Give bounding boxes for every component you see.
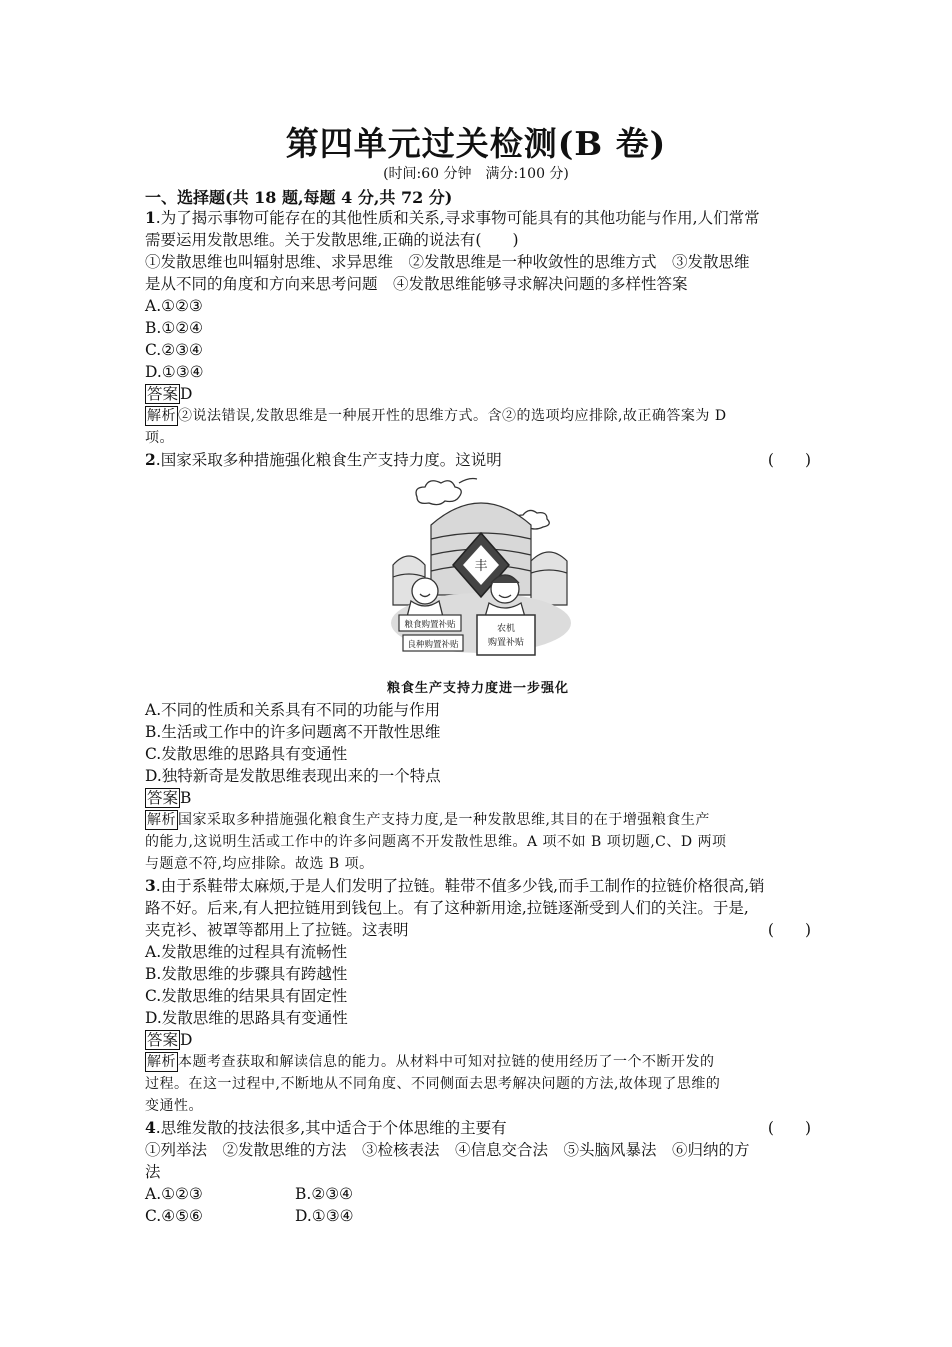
question-number: 3 [145,876,156,895]
question-stem-line: ①列举法 ②发散思维的方法 ③检核表法 ④信息交合法 ⑤头脑风暴法 ⑥归纳的方 [145,1141,750,1159]
question-stem-line: 2.国家采取多种措施强化粮食生产支持力度。这说明 ( ) [145,450,811,469]
analysis-tag: 解析 [147,812,176,828]
analysis-line: 的能力,这说明生活或工作中的许多问题离不开发散性思维。A 项不如 B 项切题,C、D 两项 [145,834,727,850]
answer-value: D [180,1031,193,1049]
option-d: D.①③④ [145,363,204,381]
cartoon-figure [145,471,811,679]
question-stem-line: 路不好。后来,有人把拉链用到钱包上。有了这种新用途,拉链逐渐受到人们的关注。于是, [145,899,749,917]
options-row [145,1183,811,1205]
analysis-line: 过程。在这一过程中,不断地从不同角度、不同侧面去思考解决问题的方法,故体现了思维的 [145,1076,721,1092]
question-4 [145,1117,811,1227]
question-3 [145,875,811,1117]
option-b: B.生活或工作中的许多问题离不开散性思维 [145,723,441,741]
answer-value: B [180,789,192,807]
question-number: 4 [145,1118,156,1137]
question-stem-line: ①发散思维也叫辐射思维、求异思维 ②发散思维是一种收敛性的思维方式 ③发散思维 [145,253,750,271]
question-1 [145,207,811,449]
svg-text:粮食购置补贴: 粮食购置补贴 [404,620,456,630]
svg-text:良种购置补贴: 良种购置补贴 [407,640,459,650]
option-a: A.①②③ [145,297,203,315]
figure-caption: 粮食生产支持力度进一步强化 [386,681,569,696]
svg-text:农机: 农机 [496,624,516,634]
analysis-line: 解析 国家采取多种措施强化粮食生产支持力度,是一种发散思维,其目的在于增强粮食生产 [147,812,710,828]
exam-time-score: (时间:60 分钟 满分:100 分) [383,166,569,182]
question-number: 2 [145,450,156,469]
option-c: C.②③④ [145,341,203,359]
option-b: B.①②④ [145,319,204,337]
svg-text:购置补贴: 购置补贴 [487,638,525,648]
analysis-line: 解析 本题考查获取和解读信息的能力。从材料中可知对拉链的使用经历了一个不断开发的 [147,1054,715,1070]
analysis-line: 与题意不符,均应排除。故选 B 项。 [145,856,374,872]
question-stem-line: 法 [145,1163,161,1181]
answer-line [145,1029,811,1051]
answer-tag: 答案 [147,1031,179,1049]
question-stem-line: 3.由于系鞋带太麻烦,于是人们发明了拉链。鞋带不值多少钱,而手工制作的拉链价格很高,销 [145,876,765,895]
analysis-line: 项。 [145,430,174,446]
section-heading: 一、选择题(共 18 题,每题 4 分,共 72 分) [145,188,453,207]
answer-line [145,787,811,809]
option-c: C.发散思维的思路具有变通性 [145,745,348,763]
analysis-line: 解析 ②说法错误,发散思维是一种展开性的思维方式。含②的选项均应排除,故正确答案为 D [147,408,727,424]
option-c: C.④⑤⑥ [145,1207,203,1225]
option-a: A.不同的性质和关系具有不同的功能与作用 [145,701,441,719]
answer-tag: 答案 [147,789,179,807]
option-a: A.发散思维的过程具有流畅性 [145,943,348,961]
analysis-tag: 解析 [147,408,176,424]
question-stem-line: 1.为了揭示事物可能存在的其他性质和关系,寻求事物可能具有的其他功能与作用,人们常常 [145,208,760,227]
analysis-tag: 解析 [147,1054,176,1070]
option-b: B.发散思维的步骤具有跨越性 [145,965,348,983]
question-stem-line: 是从不同的角度和方向来思考问题 ④发散思维能够寻求解决问题的多样性答案 [145,275,688,293]
answer-line [145,383,811,405]
analysis-line: 变通性。 [145,1098,203,1114]
answer-blank: ( ) [767,451,811,469]
option-b: B.②③④ [295,1185,354,1203]
option-d: D.发散思维的思路具有变通性 [145,1009,348,1027]
question-2 [145,449,811,875]
option-c: C.发散思维的结果具有固定性 [145,987,348,1005]
question-number: 1 [145,208,156,227]
option-d: D.独特新奇是发散思维表现出来的一个特点 [145,767,441,785]
answer-tag: 答案 [147,385,179,403]
question-stem-line: 需要运用发散思维。关于发散思维,正确的说法有( ) [145,231,519,249]
answer-value: D [180,385,193,403]
question-stem-line: 夹克衫、被罩等都用上了拉链。这表明 ( ) [145,921,811,939]
page-title: 第四单元过关检测(B 卷) [285,124,667,163]
cloud-icon [416,479,477,505]
cartoon-illustration [381,473,581,677]
option-a: A.①②③ [145,1185,203,1203]
answer-blank: ( ) [767,1119,811,1137]
subsidy-sign-right [477,615,535,655]
badge-label: 丰 [474,559,488,574]
question-stem-line: 4.思维发散的技法很多,其中适合于个体思维的主要有 ( ) [145,1118,811,1137]
answer-blank: ( ) [767,921,811,939]
option-d: D.①③④ [295,1207,354,1225]
options-row [145,1205,811,1227]
question-list [145,207,811,1227]
